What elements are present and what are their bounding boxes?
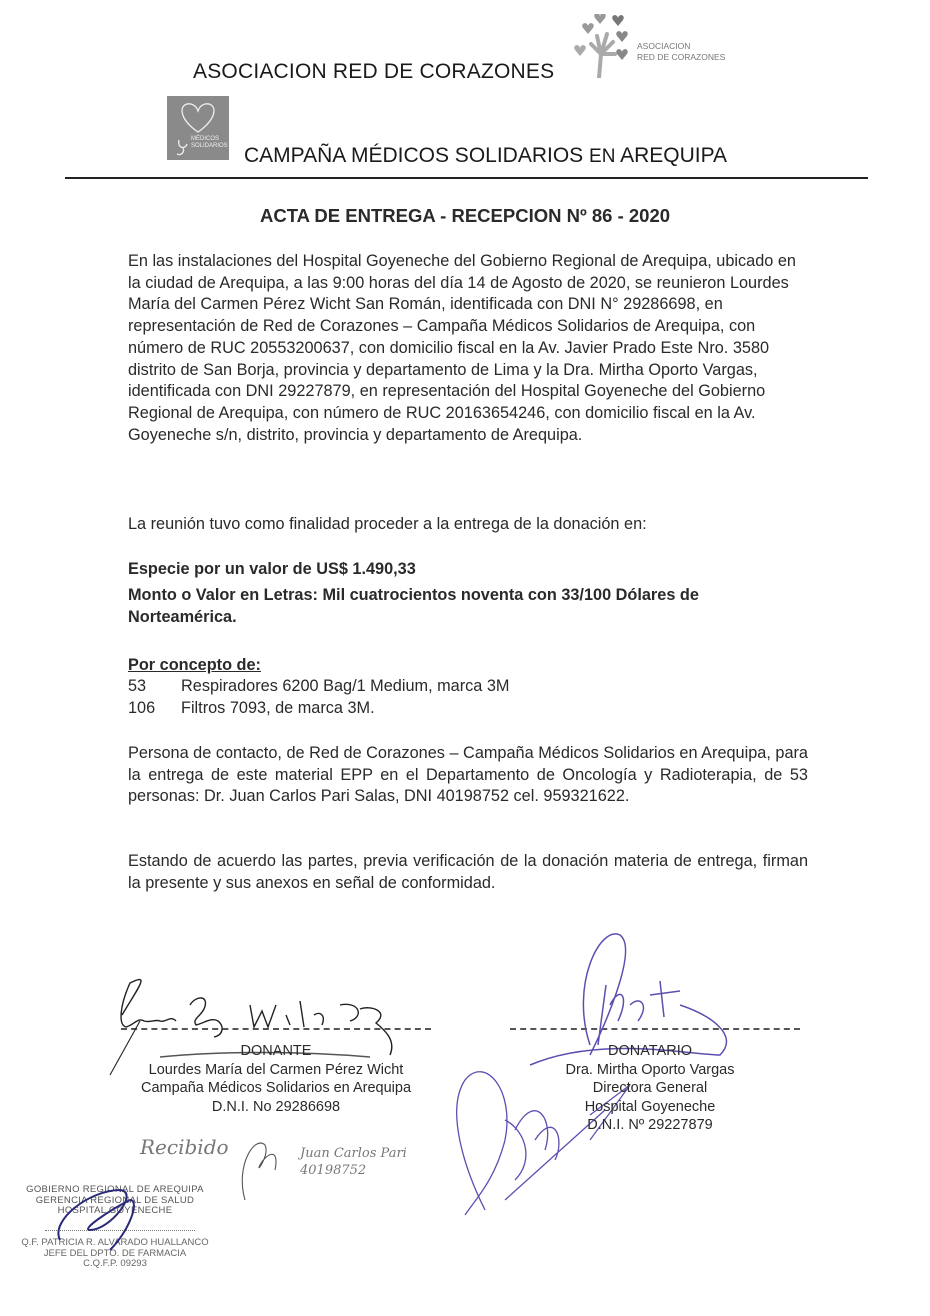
recipient-id: D.N.I. Nº 29227879 — [587, 1117, 713, 1133]
recipient-position: Directora General — [592, 1080, 708, 1096]
donation-value-words: Monto o Valor en Letras: Mil cuatrocientos noventa con 33/100 Dólares de Norteamérica. — [128, 586, 699, 626]
recipient-name: Dra. Mirtha Oporto Vargas — [565, 1061, 735, 1078]
handwritten-name: Juan Carlos Pari — [300, 1146, 407, 1161]
stamp-line: GOBIERNO REGIONAL DE AREQUIPA — [26, 1184, 204, 1195]
campaign-title-en: EN — [589, 146, 616, 167]
donor-name: Lourdes María del Carmen Pérez Wicht — [148, 1061, 404, 1078]
logo-caption-line: MÉDICOS — [191, 136, 220, 142]
handwritten-name-note — [300, 1145, 407, 1179]
recipient-signature-block — [500, 1042, 800, 1135]
logo-tree-caption — [637, 41, 725, 63]
concept-heading: Por concepto de: — [128, 656, 261, 674]
red-de-corazones-logo — [573, 14, 633, 78]
stamp-signer-line: JEFE DEL DPTO. DE FARMACIA — [43, 1247, 187, 1259]
contact-paragraph: Persona de contacto, de Red de Corazones – Campaña Médicos Solidarios en Arequipa, para la entrega de este material EPP en el Departamento de Oncología y Radioterapia, de 53 personas: Dr. Juan Carlos Pari Salas, DNI 40198752 cel. 959321622. — [128, 744, 808, 806]
donor-id: D.N.I. No 29286698 — [211, 1098, 341, 1115]
recipient-role: DONATARIO — [607, 1043, 693, 1059]
list-item — [128, 676, 510, 698]
intro-paragraph: En las instalaciones del Hospital Goyeneche del Gobierno Regional de Arequipa, ubicado en la ciudad de Arequipa, a las 9:00 horas del día 14 de Agosto de 2020, se reunieron Lourdes María del Carmen Pérez Wicht San Román, identificada con DNI N° 29286698, en representación de Red de Corazones – Campaña Médicos Solidarios de Arequipa, con número de RUC 20553200637, con domicilio fiscal en la Av. Javier Prado Este Nro. 3580 distrito de San Borja, provincia y departamento de Lima y la Dra. Mirtha Oporto Vargas, identificada con DNI 29227879, en representación del Hospital Goyeneche del Gobierno Regional de Arequipa, con número de RUC 20163654246, con domicilio fiscal en la Av. Goyeneche s/n, distrito, provincia y departamento de Arequipa. — [128, 252, 796, 444]
donation-value: Especie por un valor de US$ 1.490,33 — [128, 560, 416, 578]
item-quantity: 53 — [128, 677, 147, 695]
header-divider — [65, 177, 868, 179]
item-description: Filtros 7093, de marca 3M. — [181, 699, 375, 717]
campaign-title-suffix: AREQUIPA — [615, 144, 728, 167]
stamp-signature — [50, 1180, 190, 1250]
receiver-initials — [235, 1125, 285, 1205]
stamp-signer-line: C.Q.F.P. 09293 — [83, 1258, 147, 1269]
item-quantity: 106 — [128, 699, 156, 717]
logo-med-caption — [191, 136, 228, 150]
closing-paragraph: Estando de acuerdo las partes, previa verificación de la donación materia de entrega, firman la presente y sus anexos en señal de conformidad. — [128, 852, 808, 892]
logo-caption-line: SOLIDARIOS — [191, 143, 228, 149]
donor-organization: Campaña Médicos Solidarios en Arequipa — [140, 1080, 412, 1096]
organization-name: ASOCIACION RED DE CORAZONES — [193, 60, 555, 83]
item-description: Respiradores 6200 Bag/1 Medium, marca 3M — [181, 677, 510, 695]
recipient-organization: Hospital Goyeneche — [584, 1098, 716, 1115]
handwritten-dni: 40198752 — [300, 1163, 367, 1178]
logo-caption-line: RED DE CORAZONES — [637, 52, 726, 62]
stamp-signer-line: Q.F. PATRICIA R. ALVARADO HUALLANCO — [21, 1237, 209, 1248]
heart-stethoscope-icon — [167, 96, 229, 160]
hand-hearts-icon — [573, 14, 633, 78]
logo-caption-line: ASOCIACION — [637, 41, 691, 51]
handwritten-received: Recibido — [140, 1135, 229, 1159]
stamp-line: HOSPITAL GOYENECHE — [57, 1205, 173, 1216]
stamp-line: GERENCIA REGIONAL DE SALUD — [35, 1194, 195, 1206]
list-item — [128, 698, 375, 720]
campaign-title-prefix: CAMPAÑA MÉDICOS SOLIDARIOS — [244, 144, 590, 167]
donor-signature-block — [121, 1042, 431, 1116]
document-title: ACTA DE ENTREGA - RECEPCION Nº 86 - 2020 — [259, 205, 671, 226]
campaign-title — [244, 144, 727, 168]
medicos-solidarios-logo — [167, 96, 229, 160]
donor-role: DONANTE — [240, 1043, 312, 1059]
purpose-paragraph: La reunión tuvo como finalidad proceder a la entrega de la donación en: — [128, 515, 647, 533]
